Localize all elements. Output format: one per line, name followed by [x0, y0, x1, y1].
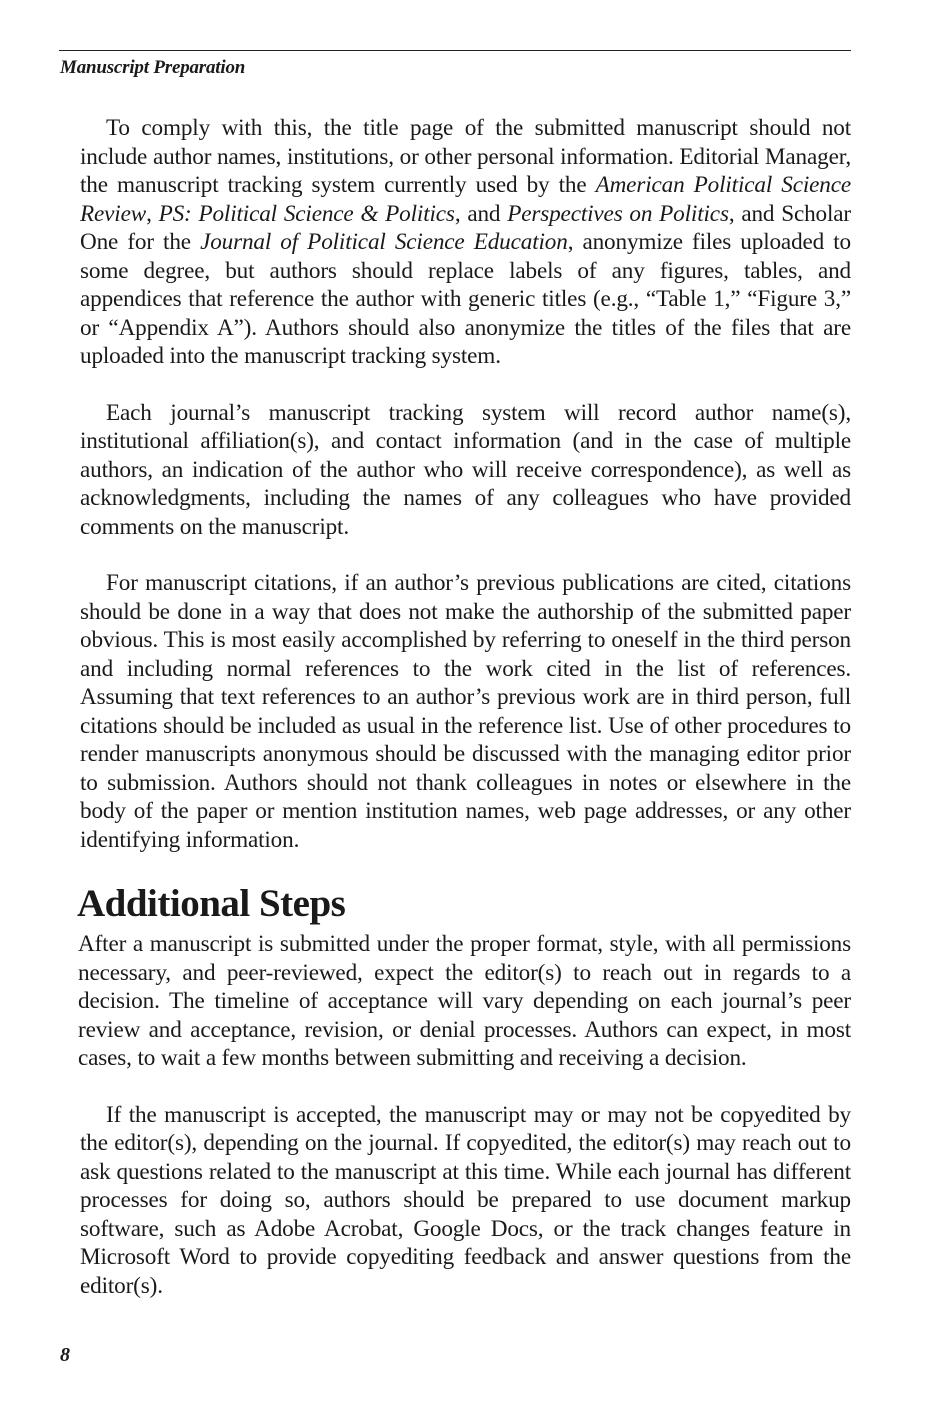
journal-title-perspectives: Perspectives on Politics	[507, 200, 729, 227]
paragraph-decision: After a manuscript is submitted under the proper format, style, with all permissions necessary, and peer-reviewed, expect the editor(s) to reach out in regards to a decision. The timeline of acceptance will vary depending on each journal’s peer review and acceptance, revision, or denial processes. Authors can expect, in most cases, to wait a few months between submitting and receiving a decision.	[78, 931, 851, 1071]
text-run: , and	[454, 200, 508, 227]
paragraph-citations	[80, 569, 851, 854]
text-run: For manuscript citations, if an author’s previous publications are cited, citations should be done in a way that does not make the authorship of the submitted paper obvious. This is most easily accomplished by referring to oneself in the third person and including normal references to the work cited in the list of references. Assuming that text references to an author’s previous work are in third person, full citations should be included as usual in the reference list. Use of other procedures to render manuscripts anonymous should be discussed with the managing editor prior to submission. Authors should not thank colleagues in notes or elsewhere in the body of the paper or mention institution names, web page addresses, or any other identifying information.	[80, 570, 851, 853]
text-run: Each journal’s manuscript tracking system will record author name(s), institutional affiliation(s), and contact information (and in the case of multiple authors, an indication of the author who will receive correspondence), as well as acknowledgments, including the names of any colleagues who have provided comments on the manuscript.	[80, 399, 851, 540]
paragraph-tracking-system	[80, 399, 851, 542]
paragraph-anonymization	[80, 114, 851, 371]
page-number: 8	[60, 1344, 70, 1366]
journal-title-jpse: Journal of Political Science Education	[200, 229, 568, 255]
journal-title-apsr: American Political Science Review	[80, 172, 851, 227]
section-heading: Additional Steps	[77, 882, 346, 925]
paragraph-copyediting: If the manuscript is accepted, the manuscript may or may not be copyedited by the editor(s), depending on the journal. If copyedited, the editor(s) may reach out to ask questions related to the manuscript at this time. While each journal has different processes for doing so, authors should be prepared to use document markup software, such as Adobe Acrobat, Google Docs, or the track changes feature in Microsoft Word to provide copyediting feedback and answer questions from the editor(s).	[80, 1101, 851, 1299]
running-head: Manuscript Preparation	[60, 57, 246, 78]
text-run: , anonymize files uploaded to some degree, but authors should replace labels of any figures, tables, and appendices that reference the author with generic titles (e.g., “Table 1,” “Figure 3,” or “Appendix A”). Authors should also anonymize the titles of the files that are uploaded into the manuscript tracking system.	[80, 229, 851, 369]
journal-title-ps: PS: Political Science & Politics	[158, 200, 455, 227]
body-text	[77, 114, 851, 1328]
text-run: ,	[146, 200, 159, 227]
text-run: , and Scholar One for the	[80, 200, 851, 255]
header-rule	[59, 50, 851, 51]
text-run: To comply with this, the title page of the submitted manuscript should not include author names, institutions, or other personal information. Editorial Manager, the manuscript tracking system currently used by the	[80, 115, 851, 198]
